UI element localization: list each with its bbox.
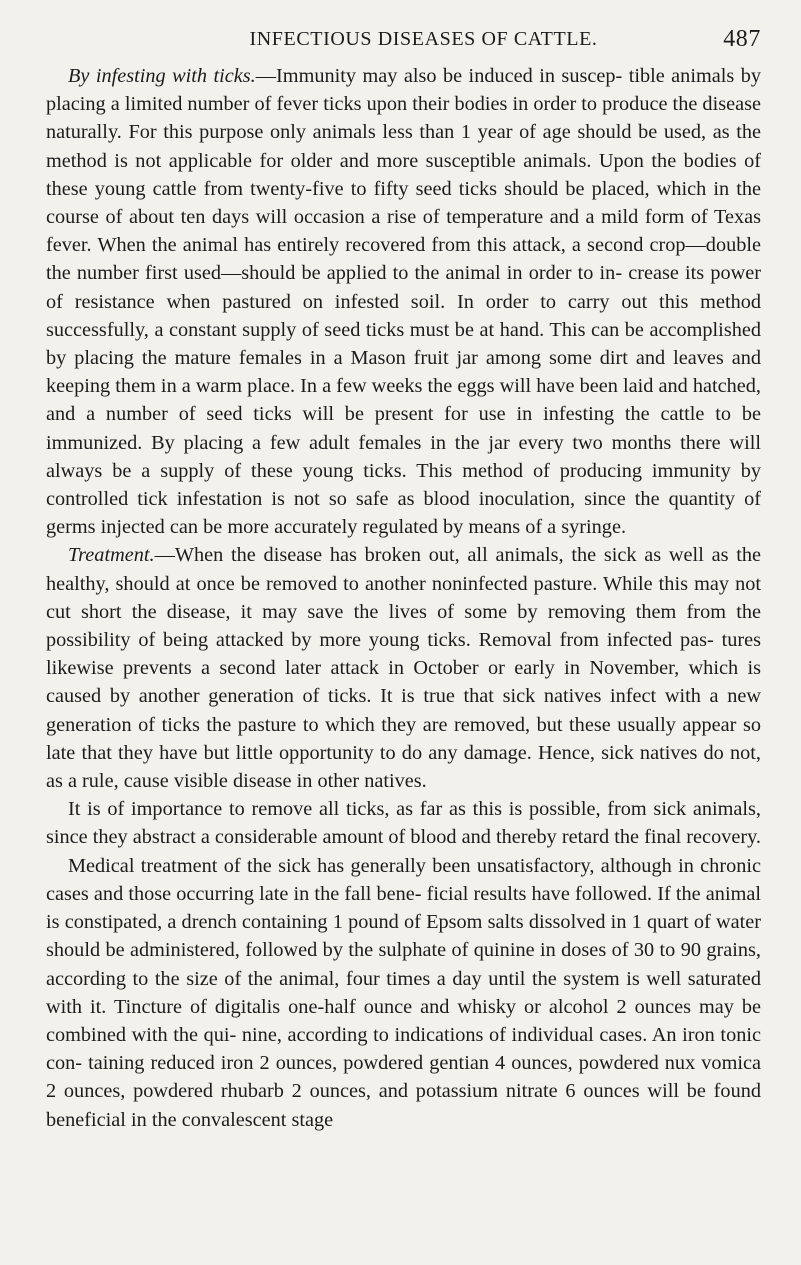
paragraph-remove-ticks: [46, 795, 761, 851]
run-in-heading-treatment: Treatment.: [68, 544, 155, 567]
body-text: [46, 62, 761, 1134]
paragraph-text: Medical treatment of the sick has generally been unsatisfactory, although in chronic cases and those occurring late in the fall bene- ficial results have followed. If the animal is constipated, a drench containing 1 pound of Epsom salts dissolved in 1 quart of water should be administered, followed by the sulphate of quinine in doses of 30 to 90 grains, according to the size of the animal, four times a day until the system is well saturated with it. Tincture of digitalis one-half ounce and whisky or alcohol 2 ounces may be combined with the qui- nine, according to indications of individual cases. An iron tonic con- taining reduced iron 2 ounces, powdered gentian 4 ounces, powdered nux vomica 2 ounces, powdered rhubarb 2 ounces, and potassium nitrate 6 ounces will be found beneficial in the convalescent stage: [46, 854, 761, 1131]
run-in-heading-by-infesting: By infesting with ticks.: [68, 65, 256, 87]
running-head: [46, 28, 761, 62]
paragraph-text: —When the disease has broken out, all animals, the sick as well as the healthy, should at once be removed to another noninfected pasture. While this may not cut short the disease, it may save the lives of some by removing them from the possibility of being attacked by more young ticks. Removal from infected pas- tures likewise prevents a second later attack in October or early in November, which is caused by another generation of ticks. It is true that sick natives infect with a new generation of ticks the pasture to which they are removed, but these usually appear so late that they have but little opportunity to do any damage. Hence, sick natives do not, as a rule, cause visible disease in other natives.: [46, 544, 761, 793]
paragraph-treatment: [46, 541, 761, 795]
page-number: 487: [723, 26, 761, 52]
running-head-title: INFECTIOUS DISEASES OF CATTLE.: [249, 28, 598, 50]
paragraph-by-infesting-with-ticks: [46, 62, 761, 541]
paragraph-text: It is of importance to remove all ticks, as far as this is possible, from sick animals, since they abstract a considerable amount of blood and thereby retard the final recovery.: [46, 798, 761, 849]
paragraph-medical-treatment: [46, 852, 761, 1134]
paragraph-text: —Immunity may also be induced in suscep- tible animals by placing a limited number of fever ticks upon their bodies in order to produce the disease naturally. For this purpose only animals less than 1 year of age should be used, as the method is not applicable for older and more susceptible animals. Upon the bodies of these young cattle from twenty-five to fifty seed ticks should be placed, which in the course of about ten days will occasion a rise of temperature and a mild form of Texas fever. When the animal has entirely recovered from this attack, a second crop—double the number first used—should be applied to the animal in order to in- crease its power of resistance when pastured on infested soil. In order to carry out this method successfully, a constant supply of seed ticks must be at hand. This can be accomplished by placing the mature females in a Mason fruit jar among some dirt and leaves and keeping them in a warm place. In a few weeks the eggs will have been laid and hatched, and a number of seed ticks will be present for use in infesting the cattle to be immunized. By placing a few adult females in the jar every two months there will always be a supply of these young ticks. This method of producing immunity by controlled tick infestation is not so safe as blood inoculation, since the quantity of germs injected can be more accurately regulated by means of a syringe.: [46, 65, 761, 539]
